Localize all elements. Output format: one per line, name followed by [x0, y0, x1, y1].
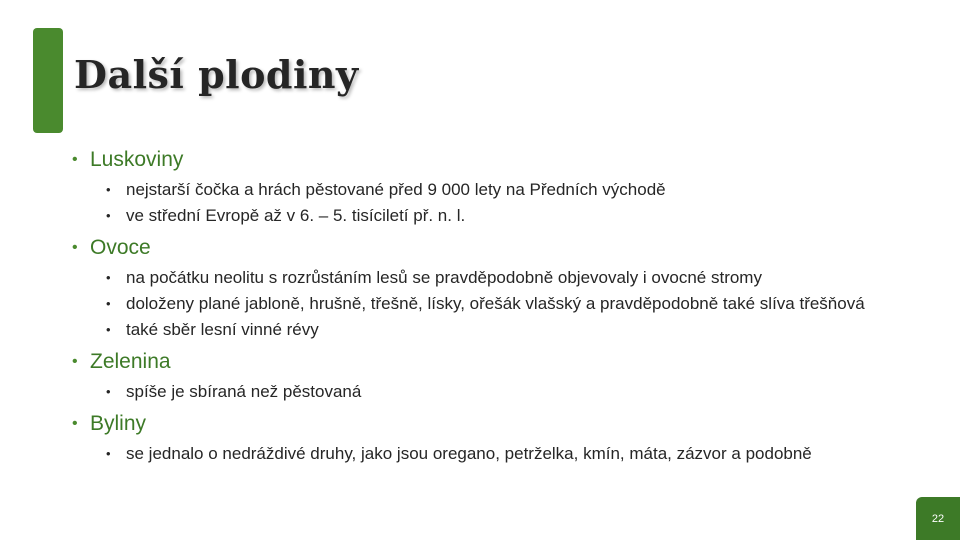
- bullet-icon: •: [106, 296, 111, 311]
- slide-title: Další plodiny: [74, 52, 359, 97]
- list-item: [106, 381, 884, 403]
- list-item: [106, 319, 884, 341]
- title-accent-bar: [33, 28, 63, 133]
- section-heading-zelenina: [72, 349, 884, 375]
- bullet-icon: •: [72, 353, 78, 370]
- bullet-icon: •: [106, 322, 111, 337]
- list-item-text: také sběr lesní vinné révy: [126, 320, 319, 339]
- list-item: [106, 205, 884, 227]
- section-heading-byliny: [72, 411, 884, 437]
- list-item-text: nejstarší čočka a hrách pěstované před 9 000 lety na Předních východě: [126, 180, 666, 199]
- section-heading-luskoviny: [72, 147, 884, 173]
- section-heading-label: Byliny: [90, 412, 147, 435]
- page-number-badge: [916, 497, 960, 540]
- bullet-icon: •: [72, 151, 78, 168]
- section-items-byliny: [72, 443, 884, 465]
- list-item: [106, 267, 884, 289]
- bullet-icon: •: [72, 415, 78, 432]
- list-item-text: ve střední Evropě až v 6. – 5. tisíciletí př. n. l.: [126, 206, 466, 225]
- section-items-luskoviny: [72, 179, 884, 227]
- bullet-icon: •: [72, 239, 78, 256]
- list-item: [106, 443, 884, 465]
- bullet-icon: •: [106, 270, 111, 285]
- list-item: [106, 179, 884, 201]
- page-number: 22: [931, 512, 945, 525]
- section-items-zelenina: [72, 381, 884, 403]
- section-heading-label: Zelenina: [90, 350, 171, 373]
- section-heading-label: Ovoce: [90, 236, 151, 259]
- list-item-text: doloženy plané jabloně, hrušně, třešně, lísky, ořešák vlašský a pravděpodobně také slíva třešňová: [126, 294, 865, 313]
- list-item-text: na počátku neolitu s rozrůstáním lesů se pravděpodobně objevovaly i ovocné stromy: [126, 268, 762, 287]
- list-item-text: se jednalo o nedráždivé druhy, jako jsou oregano, petrželka, kmín, máta, zázvor a podobně: [126, 444, 812, 463]
- bullet-icon: •: [106, 208, 111, 223]
- slide-content: [72, 147, 884, 473]
- section-heading-ovoce: [72, 235, 884, 261]
- bullet-icon: •: [106, 182, 111, 197]
- section-items-ovoce: [72, 267, 884, 341]
- bullet-icon: •: [106, 384, 111, 399]
- list-item-text: spíše je sbíraná než pěstovaná: [126, 382, 362, 401]
- list-item: [106, 293, 884, 315]
- bullet-icon: •: [106, 446, 111, 461]
- section-heading-label: Luskoviny: [90, 148, 184, 171]
